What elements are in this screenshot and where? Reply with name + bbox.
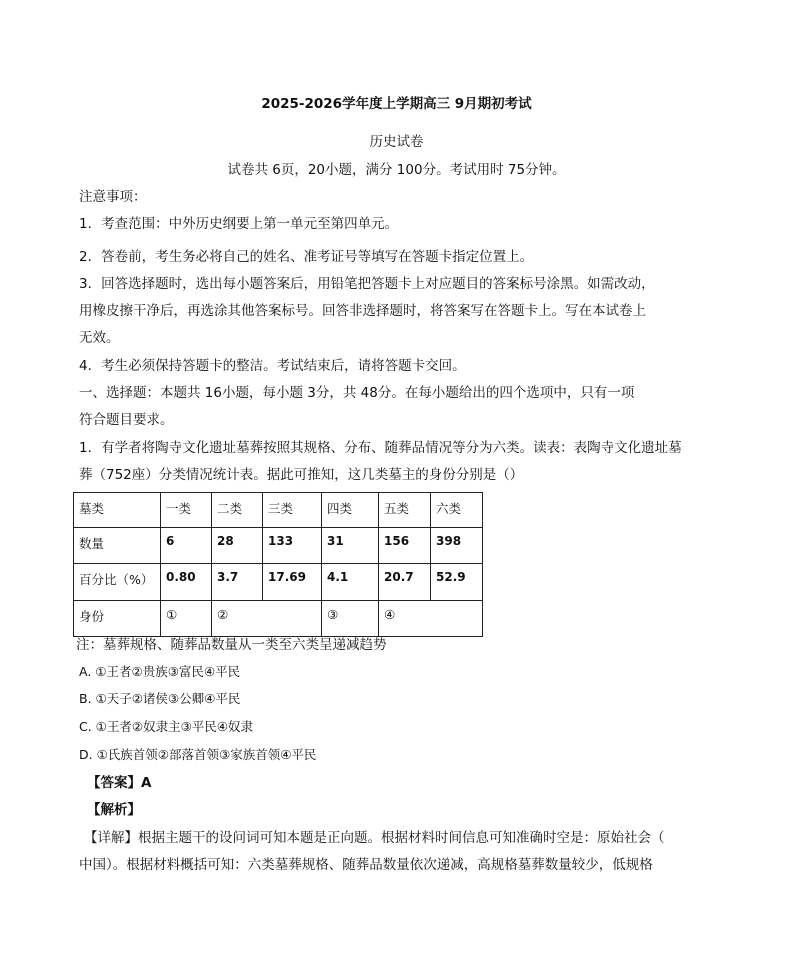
notice-heading: 注意事项： <box>79 189 147 205</box>
notice-item-3-line-2: 用橡皮擦干净后，再选涂其他答案标号。回答非选择题时，将答案写在答题卡上。写在本试卷上 <box>79 303 646 319</box>
table-header-cell: 六类 <box>431 493 483 528</box>
table-row-identity <box>74 601 483 637</box>
table-row-label: 百分比（%） <box>74 564 161 601</box>
table-cell: ① <box>161 601 212 637</box>
table-cell: 133 <box>263 528 322 564</box>
table-cell: 6 <box>161 528 212 564</box>
exam-info: 试卷共 6页，20小题，满分 100分。考试用时 75分钟。 <box>227 162 566 178</box>
table-cell: 31 <box>322 528 379 564</box>
tomb-statistics-table <box>73 492 483 637</box>
table-cell: ② <box>212 601 322 637</box>
question-1-stem-line-1: 1．有学者将陶寺文化遗址墓葬按照其规格、分布、随葬品情况等分为六类。读表：表陶寺文化遗址墓 <box>79 440 682 456</box>
table-cell: 3.7 <box>212 564 263 601</box>
notice-item-3-line-3: 无效。 <box>79 330 120 346</box>
analysis-heading: 【解析】 <box>87 802 141 818</box>
section-heading-line-1: 一、选择题：本题共 16小题，每小题 3分，共 48分。在每小题给出的四个选项中，只有一项 <box>79 385 635 401</box>
option-d: D. ①氏族首领②部落首领③家族首领④平民 <box>79 747 317 762</box>
table-row-label: 身份 <box>74 601 161 637</box>
table-header-row <box>74 493 483 528</box>
question-1-stem-line-2: 葬（752座）分类情况统计表。据此可推知，这几类墓主的身份分别是（） <box>79 467 524 483</box>
option-b: B. ①天子②诸侯③公卿④平民 <box>79 691 241 706</box>
table-cell: 398 <box>431 528 483 564</box>
table-header-cell: 四类 <box>322 493 379 528</box>
answer-label: 【答案】A <box>87 775 152 791</box>
table-row-count <box>74 528 483 564</box>
section-heading-line-2: 符合题目要求。 <box>79 412 174 428</box>
table-header-cell: 三类 <box>263 493 322 528</box>
option-c: C. ①王者②奴隶主③平民④奴隶 <box>79 719 253 734</box>
notice-item-4: 4．考生必须保持答题卡的整洁。考试结束后，请将答题卡交回。 <box>79 358 466 374</box>
table-cell: 20.7 <box>379 564 431 601</box>
table-header-cell: 五类 <box>379 493 431 528</box>
exam-title: 2025-2026学年度上学期高三 9月期初考试 <box>261 96 532 112</box>
table-cell: 4.1 <box>322 564 379 601</box>
detail-line-1: 【详解】根据主题干的设问词可知本题是正向题。根据材料时间信息可知准确时空是：原始社会（ <box>84 830 665 846</box>
notice-item-3-line-1: 3．回答选择题时，选出每小题答案后，用铅笔把答题卡上对应题目的答案标号涂黑。如需改动， <box>79 276 655 292</box>
option-a: A. ①王者②贵族③富民④平民 <box>79 664 241 679</box>
table-row-percent <box>74 564 483 601</box>
detail-line-2: 中国）。根据材料概括可知：六类墓葬规格、随葬品数量依次递减，高规格墓葬数量较少，低规格 <box>79 857 653 873</box>
table-cell: 28 <box>212 528 263 564</box>
table-cell: ④ <box>379 601 483 637</box>
table-header-cell: 二类 <box>212 493 263 528</box>
table-note: 注：墓葬规格、随葬品数量从一类至六类呈递减趋势 <box>76 637 387 653</box>
table-header-cell: 墓类 <box>74 493 161 528</box>
table-cell: 52.9 <box>431 564 483 601</box>
table-cell: ③ <box>322 601 379 637</box>
notice-item-1: 1．考查范围：中外历史纲要上第一单元至第四单元。 <box>79 216 399 232</box>
table-row-label: 数量 <box>74 528 161 564</box>
table-cell: 0.80 <box>161 564 212 601</box>
table-cell: 17.69 <box>263 564 322 601</box>
table-cell: 156 <box>379 528 431 564</box>
notice-item-2: 2．答卷前，考生务必将自己的姓名、准考证号等填写在答题卡指定位置上。 <box>79 249 534 265</box>
subject-title: 历史试卷 <box>369 134 424 150</box>
table-header-cell: 一类 <box>161 493 212 528</box>
